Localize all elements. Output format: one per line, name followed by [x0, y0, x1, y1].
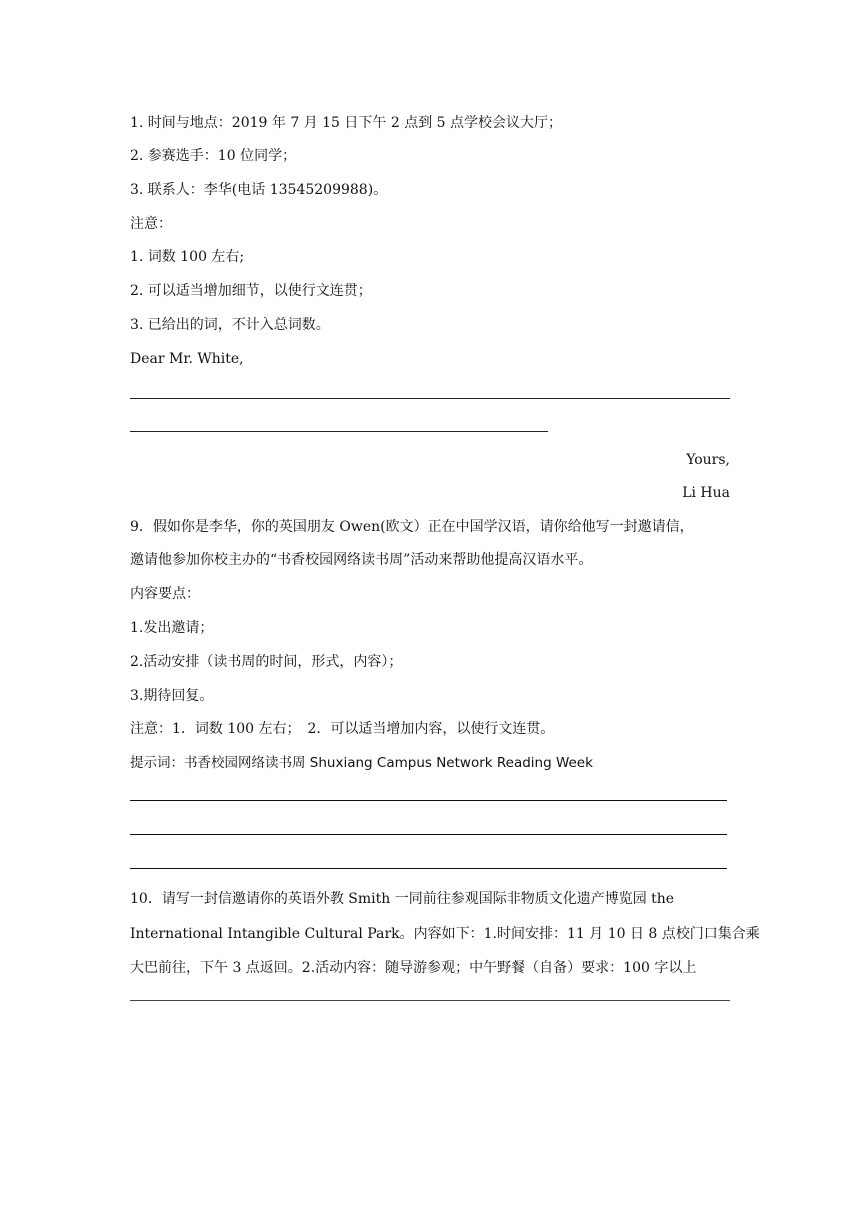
question-9-prompt: 9．假如你是李华，你的英国朋友 Owen(欧文）正在中国学汉语，请你给他写一封邀请信，	[130, 519, 694, 535]
answer-line	[130, 868, 727, 869]
question-9-points-title: 内容要点：	[130, 586, 200, 602]
note-word-count: 1. 词数 100 左右;	[130, 249, 245, 265]
answer-line	[130, 398, 730, 399]
note-add-details: 2. 可以适当增加细节，以使行文连贯；	[130, 283, 372, 299]
event-item-contestants: 2. 参赛选手：10 位同学；	[130, 148, 297, 164]
letter-closing: Yours,	[686, 452, 730, 468]
event-item-contact: 3. 联系人：李华(电话 13545209988)。	[130, 182, 388, 198]
notes-title: 注意：	[130, 216, 172, 232]
answer-line	[130, 1000, 730, 1001]
event-item-time-place: 1. 时间与地点：2019 年 7 月 15 日下午 2 点到 5 点学校会议大厅；	[130, 115, 563, 131]
question-9-point: 1.发出邀请；	[130, 620, 214, 636]
answer-line	[130, 834, 727, 835]
question-9-point: 2.活动安排（读书周的时间，形式，内容）；	[130, 654, 403, 670]
answer-line	[130, 800, 727, 801]
question-9-notes: 注意：1．词数 100 左右； 2．可以适当增加内容，以使行文连贯。	[130, 721, 555, 737]
question-10-prompt-continued: International Intangible Cultural Park。内容如下：1.时间安排：11 月 10 日 8 点校门口集合乘	[130, 926, 760, 942]
question-9-hint: 提示词：书香校园网络读书周 Shuxiang Campus Network Reading Week	[130, 755, 593, 771]
letter-signature: Li Hua	[682, 485, 730, 501]
letter-salutation: Dear Mr. White,	[130, 351, 244, 367]
note-given-words: 3. 已给出的词，不计入总词数。	[130, 317, 330, 333]
answer-line	[130, 431, 548, 432]
question-10-prompt: 10．请写一封信邀请你的英语外教 Smith 一同前往参观国际非物质文化遗产博览园 the	[130, 891, 675, 907]
question-10-prompt-continued: 大巴前往，下午 3 点返回。2.活动内容：随导游参观；中午野餐（自备）要求：100 字以上	[130, 960, 697, 976]
question-9-point: 3.期待回复。	[130, 688, 214, 704]
question-9-prompt-continued: 邀请他参加你校主办的“书香校园网络读书周”活动来帮助他提高汉语水平。	[130, 552, 593, 568]
